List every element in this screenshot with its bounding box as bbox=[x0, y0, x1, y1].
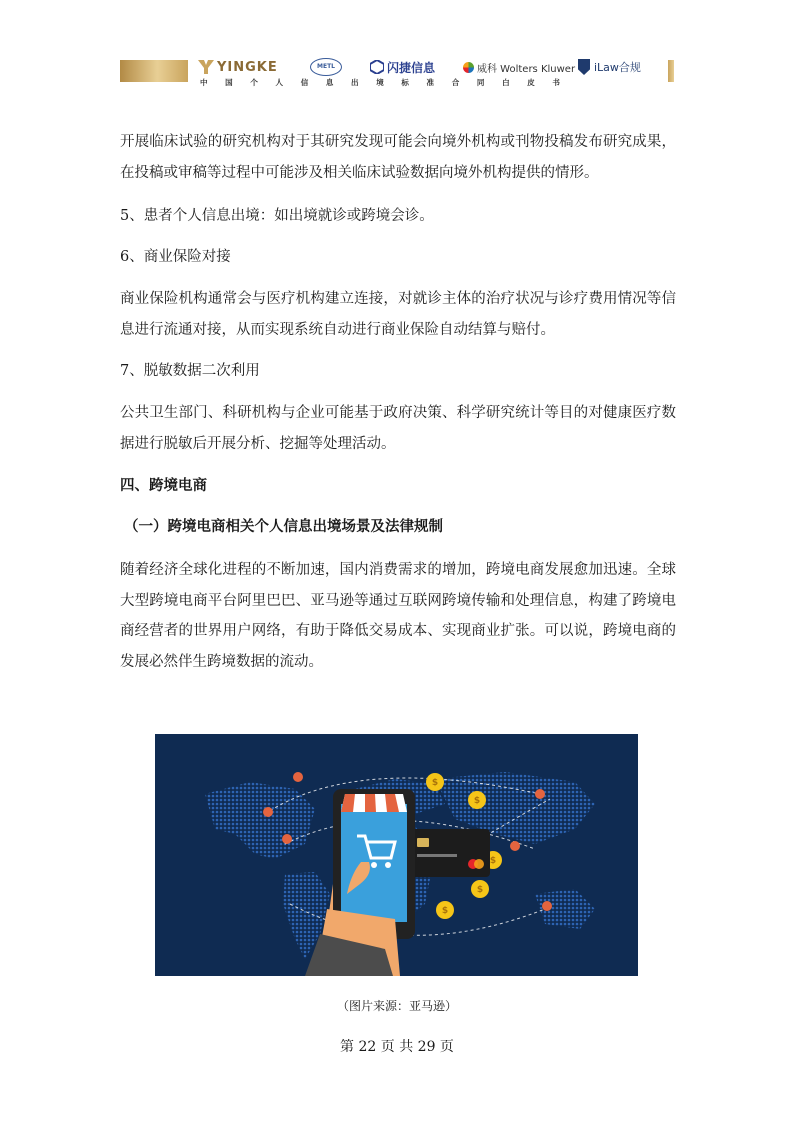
header-subtitle-char: 同 bbox=[476, 78, 485, 87]
paragraph-desensitized-data: 公共卫生部门、科研机构与企业可能基于政府决策、科学研究统计等目的对健康医疗数据进行脱敏后开展分析、挖掘等处理活动。 bbox=[120, 405, 676, 452]
header-subtitle-char: 个 bbox=[250, 78, 258, 87]
yingke-logo bbox=[198, 56, 278, 78]
section-4-heading: 四、跨境电商 bbox=[120, 478, 207, 494]
coin-symbol: $ bbox=[476, 885, 484, 895]
location-pin-icon bbox=[263, 807, 273, 817]
cross-border-ecommerce-image bbox=[155, 734, 638, 976]
yingke-logo-text: YINGKE bbox=[217, 59, 278, 75]
shanjie-logo-text: 闪捷信息 bbox=[387, 60, 436, 75]
header-subtitle-char: 信 bbox=[300, 78, 309, 87]
paragraph-cross-border-ecommerce: 随着经济全球化进程的不断加速，国内消费需求的增加，跨境电商发展愈加迅速。全球大型跨境电商平台阿里巴巴、亚马逊等通过互联网跨境传输和处理信息，构建了跨境电商经营者的世界用户网络，有助于降低交易成本、实现商业扩张。可以说，跨境电商的发展必然伴生跨境数据的流动。 bbox=[120, 562, 676, 670]
shanjie-logo bbox=[370, 56, 435, 78]
header-gold-bar-left bbox=[120, 60, 188, 82]
location-pin-icon bbox=[282, 834, 292, 844]
coin-symbol: $ bbox=[489, 856, 497, 866]
header-subtitle-char: 白 bbox=[502, 78, 510, 87]
location-pin-icon bbox=[535, 789, 545, 799]
metl-logo-text: METL bbox=[310, 58, 342, 76]
item-7-heading: 7、脱敏数据二次利用 bbox=[120, 363, 260, 379]
header-subtitle bbox=[200, 77, 560, 88]
header-subtitle-char: 出 bbox=[351, 78, 359, 87]
world-map-illustration bbox=[155, 734, 638, 976]
location-pin-icon bbox=[542, 901, 552, 911]
wolters-kluwer-logo-text: 威科 Wolters Kluwer bbox=[477, 63, 576, 75]
item-5-heading: 5、患者个人信息出境：如出境就诊或跨境会诊。 bbox=[120, 208, 434, 224]
shanjie-icon bbox=[370, 60, 384, 74]
paragraph-insurance: 商业保险机构通常会与医疗机构建立连接，对就诊主体的治疗状况与诊疗费用情况等信息进行流通对接，从而实现系统自动进行商业保险自动结算与赔付。 bbox=[120, 291, 676, 338]
page-header bbox=[120, 56, 674, 90]
location-pin-icon bbox=[293, 772, 303, 782]
header-subtitle-char: 国 bbox=[225, 78, 233, 87]
header-subtitle-char: 准 bbox=[426, 78, 435, 87]
header-subtitle-char: 书 bbox=[552, 78, 560, 87]
coin-symbol: $ bbox=[441, 906, 449, 916]
wolters-kluwer-logo bbox=[463, 56, 575, 78]
item-6-heading: 6、商业保险对接 bbox=[120, 249, 231, 265]
ilaw-logo bbox=[578, 56, 641, 78]
header-subtitle-char: 息 bbox=[325, 78, 334, 87]
page-number: 第 22 页 共 29 页 bbox=[340, 1039, 454, 1055]
header-subtitle-char: 标 bbox=[401, 78, 409, 87]
header-subtitle-char: 皮 bbox=[527, 78, 535, 87]
subsection-1-heading: （一）跨境电商相关个人信息出境场景及法律规制 bbox=[124, 519, 443, 535]
header-gold-bar-right bbox=[668, 60, 674, 82]
paragraph-clinical-trial: 开展临床试验的研究机构对于其研究发现可能会向境外机构或刊物投稿发布研究成果，在投稿或审稿等过程中可能涉及相关临床试验数据向境外机构提供的情形。 bbox=[120, 134, 676, 181]
coin-symbol: $ bbox=[431, 778, 439, 788]
coin-symbol: $ bbox=[473, 796, 481, 806]
location-pin-icon bbox=[510, 841, 520, 851]
metl-logo bbox=[310, 56, 342, 78]
header-subtitle-char: 合 bbox=[451, 78, 460, 87]
credit-card-icon bbox=[410, 829, 490, 877]
ilaw-shield-icon bbox=[578, 59, 590, 75]
header-subtitle-char: 人 bbox=[275, 78, 284, 87]
wolters-kluwer-icon bbox=[463, 62, 474, 73]
header-subtitle-char: 中 bbox=[200, 78, 208, 87]
header-subtitle-char: 境 bbox=[376, 78, 384, 87]
figure-caption: （图片来源：亚马逊） bbox=[336, 999, 457, 1013]
yingke-icon bbox=[198, 60, 214, 74]
ilaw-logo-text: iLaw合规 bbox=[594, 61, 641, 74]
